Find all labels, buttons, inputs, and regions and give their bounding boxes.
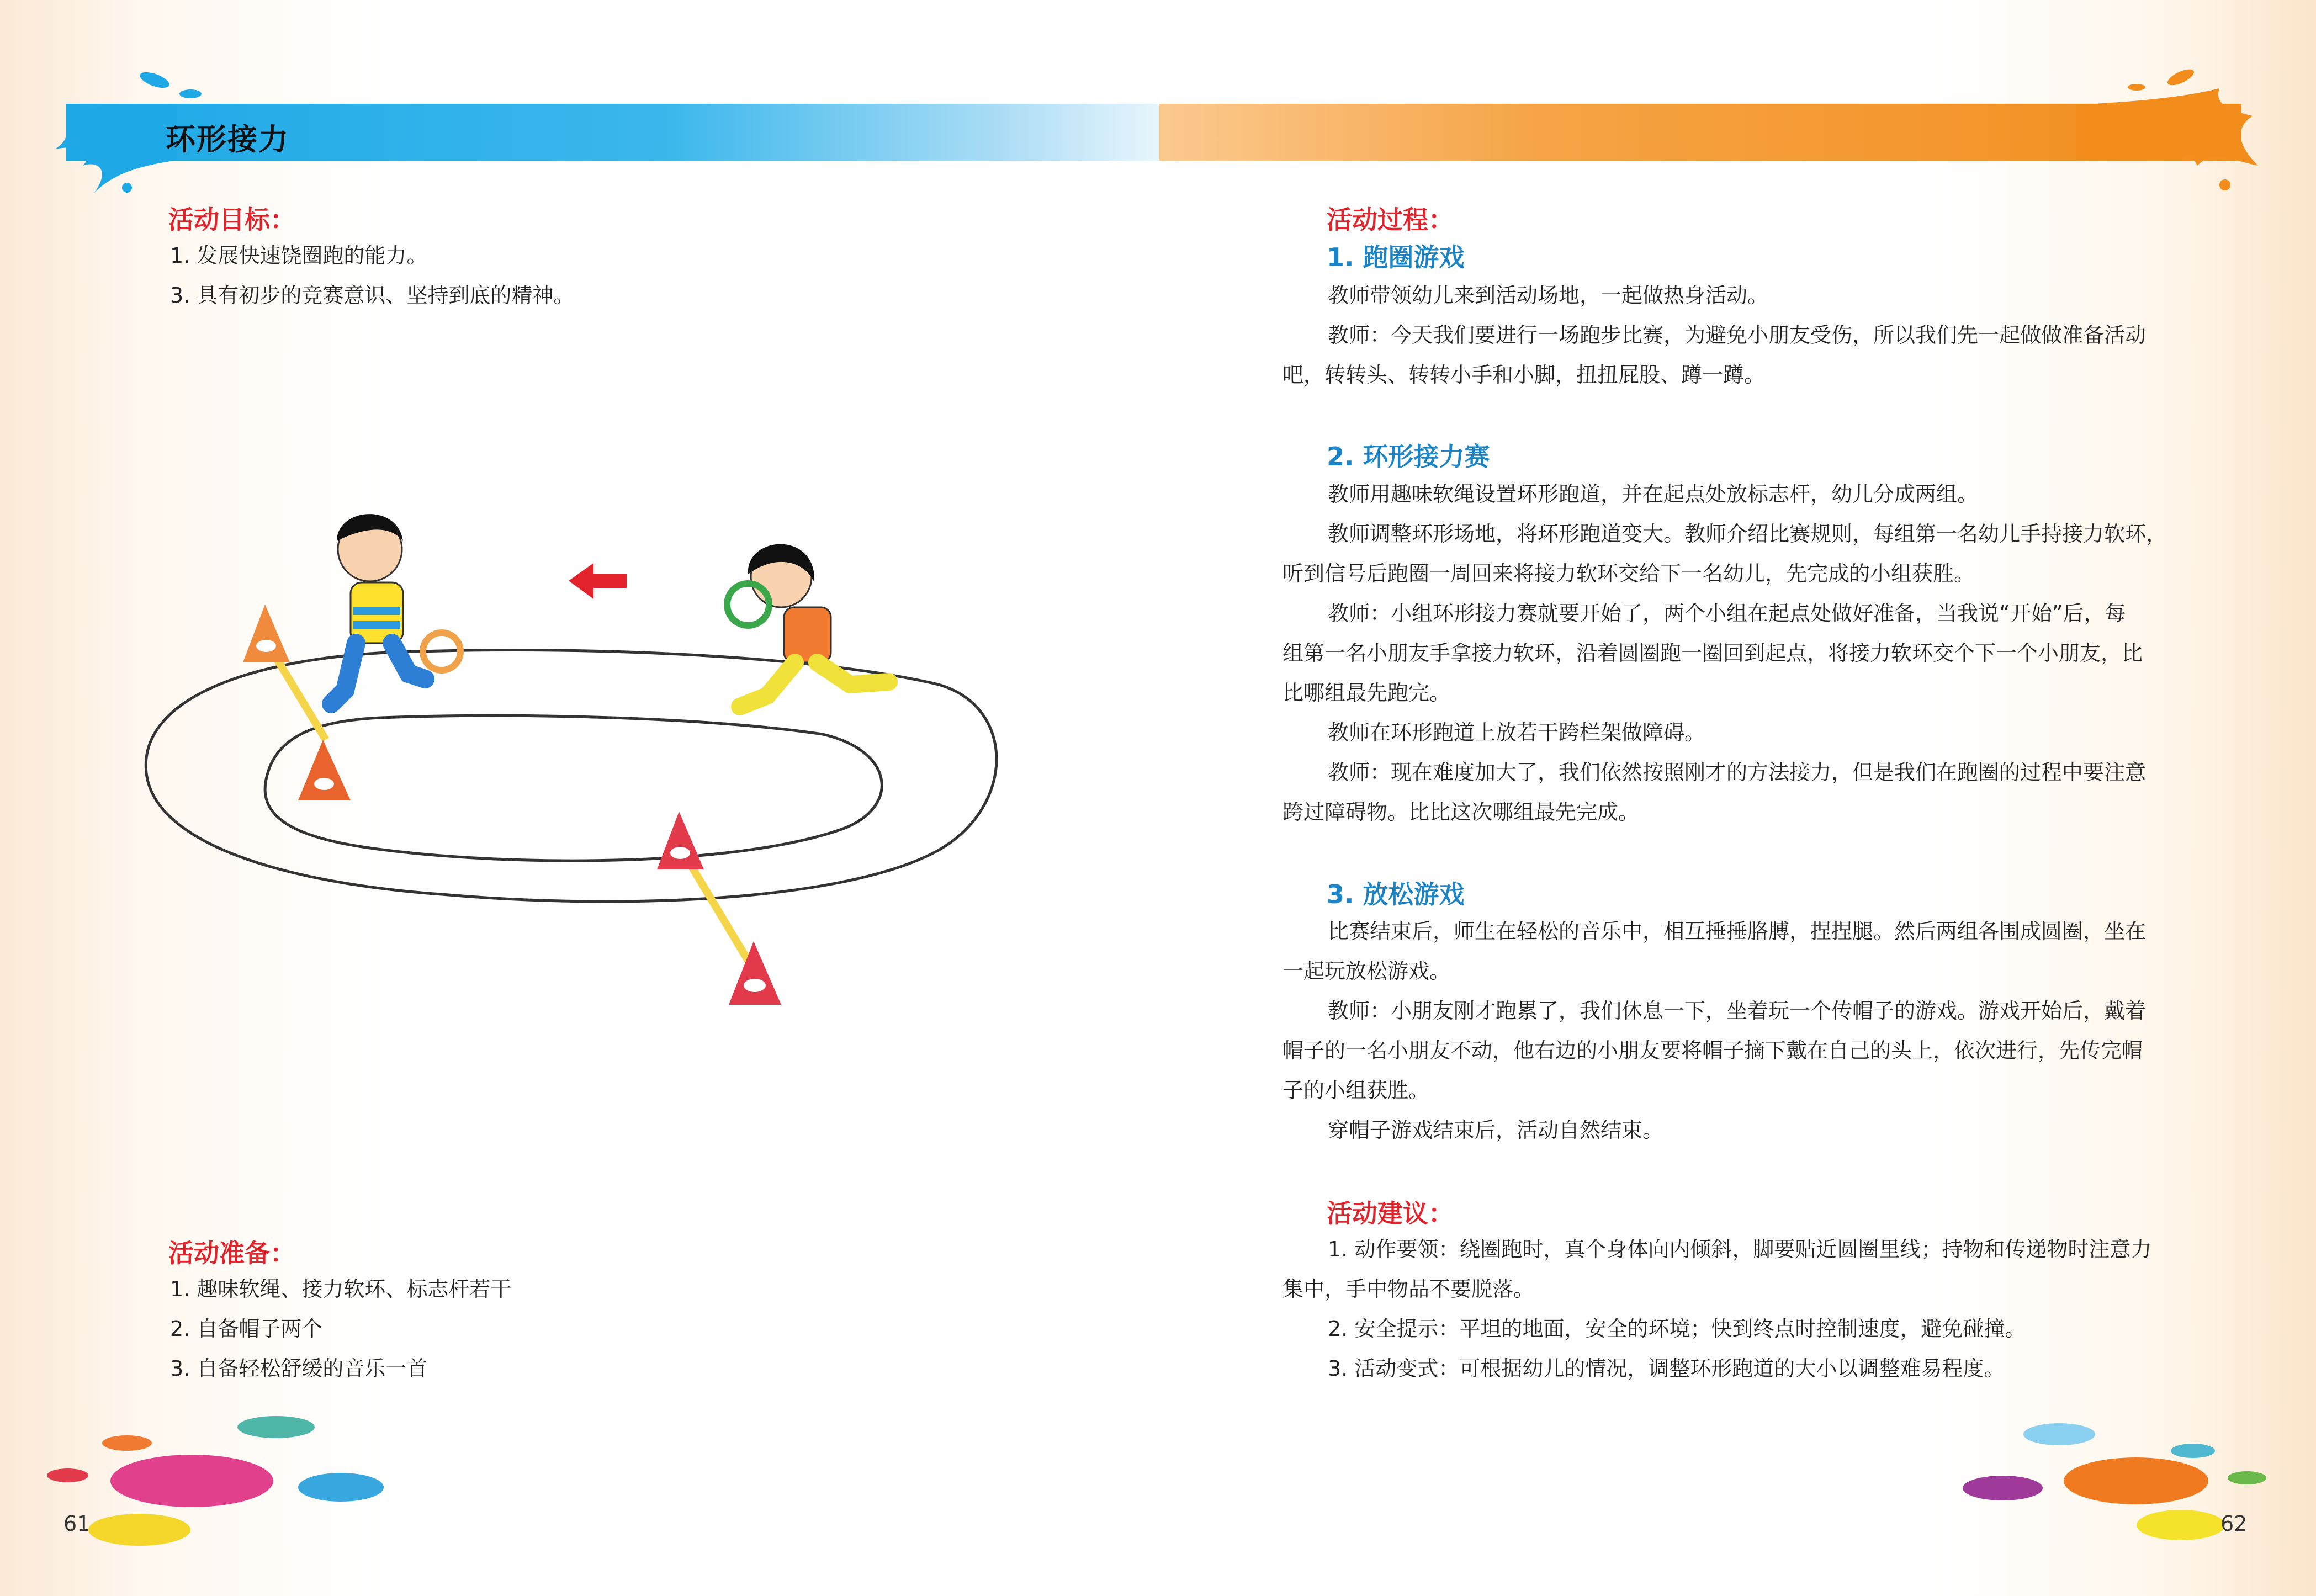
paragraph-line: 比哪组最先跑完。 — [1282, 681, 1451, 705]
process-heading: 活动过程： — [1327, 205, 1454, 235]
paragraph-line: 穿帽子游戏结束后，活动自然结束。 — [1328, 1118, 1664, 1142]
paragraph-line: 吧，转转头、转转小手和小脚，扭扭屁股、蹲一蹲。 — [1282, 363, 1766, 387]
arrow-left-icon — [569, 563, 627, 599]
boy-runner — [331, 514, 460, 704]
inner-track — [265, 715, 882, 861]
cone-marker — [657, 812, 704, 869]
decorative-bubble — [298, 1473, 384, 1502]
paragraph-line: 子的小组获胜。 — [1282, 1078, 1430, 1102]
goals-heading: 活动目标： — [168, 205, 295, 235]
paragraph-line: 一起玩放松游戏。 — [1282, 959, 1451, 983]
decorative-bubble — [1963, 1476, 2043, 1500]
page-number-right: 62 — [2220, 1512, 2248, 1536]
paragraph-line: 教师带领幼儿来到活动场地，一起做热身活动。 — [1328, 283, 1769, 307]
girl-runner — [727, 544, 889, 707]
decorative-bubble — [47, 1468, 88, 1482]
paragraph-line: 教师在环形跑道上放若干跨栏架做障碍。 — [1328, 720, 1706, 745]
advice-heading: 活动建议： — [1327, 1199, 1454, 1228]
orange-splash-decoration — [2054, 55, 2264, 199]
paragraph-line: 教师：小朋友刚才跑累了，我们休息一下，坐着玩一个传帽子的游戏。游戏开始后，戴着 — [1328, 999, 2147, 1023]
cone-marker — [298, 740, 351, 800]
paragraph-line: 组第一名小朋友手拿接力软环，沿着圆圈跑一圈回到起点，将接力软环交个下一个小朋友，比 — [1282, 641, 2143, 665]
cone-marker — [729, 941, 781, 1005]
decorative-bubble — [2023, 1423, 2095, 1445]
paragraph-line: 教师调整环形场地，将环形跑道变大。教师介绍比赛规则，每组第一名幼儿手持接力软环， — [1328, 522, 2167, 546]
advice-line: 集中，手中物品不要脱落。 — [1282, 1277, 1535, 1301]
prep-heading: 活动准备： — [168, 1238, 295, 1268]
paragraph-line: 教师：小组环形接力赛就要开始了，两个小组在起点处做好准备，当我说“开始”后，每 — [1328, 601, 2126, 625]
advice-line: 1. 动作要领：绕圈跑时，真个身体向内倾斜，脚要贴近圆圈里线；持物和传递物时注意力 — [1328, 1237, 2152, 1261]
section-heading-1: 1. 跑圈游戏 — [1327, 242, 1465, 272]
page-title: 环形接力 — [166, 122, 289, 157]
paragraph-line: 听到信号后跑圈一周回来将接力软环交给下一名幼儿，先完成的小组获胜。 — [1282, 561, 1975, 586]
paragraph-line: 帽子的一名小朋友不动，他右边的小朋友要将帽子摘下戴在自己的头上，依次进行，先传完帽 — [1282, 1038, 2143, 1063]
decorative-bubble — [2171, 1444, 2215, 1458]
advice-line: 2. 安全提示：平坦的地面，安全的环境；快到终点时控制速度，避免碰撞。 — [1328, 1317, 2026, 1341]
prep-item-2: 2. 自备帽子两个 — [170, 1317, 323, 1341]
paragraph-line: 比赛结束后，师生在轻松的音乐中，相互捶捶胳膊，捏捏腿。然后两组各围成圆圈，坐在 — [1328, 919, 2147, 943]
decorative-bubble — [2137, 1510, 2225, 1540]
decorative-bubble — [237, 1416, 315, 1438]
paragraph-line: 跨过障碍物。比比这次哪组最先完成。 — [1282, 800, 1640, 824]
decorative-bubble — [2064, 1457, 2208, 1504]
goal-item-2: 3. 具有初步的竞赛意识、坚持到底的精神。 — [170, 283, 575, 307]
section-heading-3: 3. 放松游戏 — [1327, 879, 1465, 909]
decorative-bubble — [88, 1514, 190, 1546]
paragraph-line: 教师：现在难度加大了，我们依然按照刚才的方法接力，但是我们在跑圈的过程中要注意 — [1328, 760, 2147, 784]
prep-item-1: 1. 趣味软绳、接力软环、标志杆若干 — [170, 1277, 512, 1301]
paragraph-line: 教师用趣味软绳设置环形跑道，并在起点处放标志杆，幼儿分成两组。 — [1328, 482, 1979, 506]
prep-item-3: 3. 自备轻松舒缓的音乐一首 — [170, 1356, 428, 1381]
cone-marker — [243, 605, 290, 662]
page-number-left: 61 — [63, 1512, 91, 1536]
section-heading-2: 2. 环形接力赛 — [1327, 442, 1490, 471]
relay-track-illustration — [133, 486, 1060, 1038]
decorative-bubble — [2228, 1471, 2266, 1484]
decorative-bubble — [110, 1455, 273, 1507]
decorative-bubble — [102, 1435, 152, 1451]
paragraph-line: 教师：今天我们要进行一场跑步比赛，为避免小朋友受伤，所以我们先一起做做准备活动 — [1328, 323, 2147, 347]
goal-item-1: 1. 发展快速饶圈跑的能力。 — [170, 243, 428, 268]
advice-line: 3. 活动变式：可根据幼儿的情况，调整环形跑道的大小以调整难易程度。 — [1328, 1356, 2005, 1381]
